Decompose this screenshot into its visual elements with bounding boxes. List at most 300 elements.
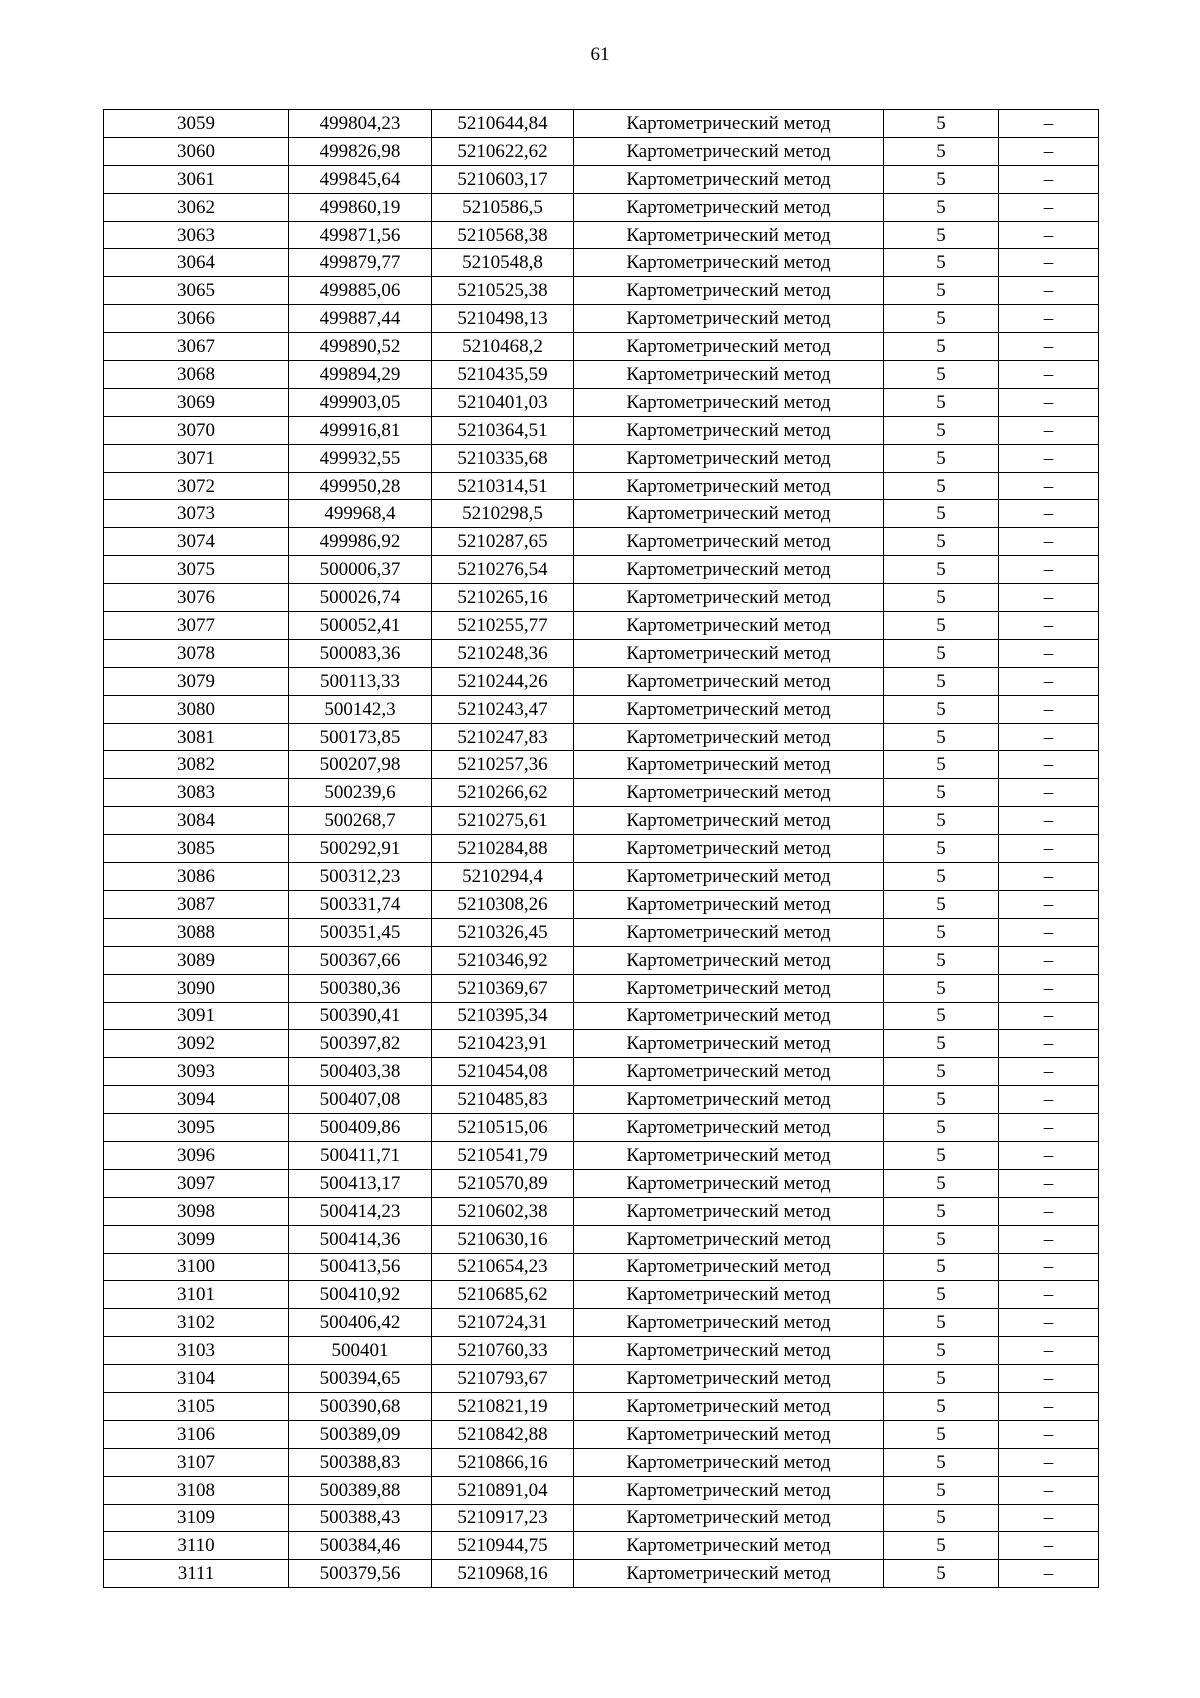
- point-number-cell: 3066: [104, 305, 289, 333]
- table-row: [104, 528, 1099, 556]
- x-coordinate-cell: 499879,77: [289, 249, 432, 277]
- x-coordinate-cell: 500113,33: [289, 667, 432, 695]
- point-number-cell: 3106: [104, 1420, 289, 1448]
- table-row: [104, 584, 1099, 612]
- accuracy-cell: 5: [884, 723, 999, 751]
- accuracy-cell: 5: [884, 807, 999, 835]
- table-row: [104, 1058, 1099, 1086]
- accuracy-cell: 5: [884, 444, 999, 472]
- table-row: [104, 890, 1099, 918]
- accuracy-cell: 5: [884, 416, 999, 444]
- note-cell: –: [999, 305, 1099, 333]
- method-cell: Картометрический метод: [574, 1225, 884, 1253]
- point-number-cell: 3097: [104, 1169, 289, 1197]
- point-number-cell: 3081: [104, 723, 289, 751]
- table-row: [104, 388, 1099, 416]
- y-coordinate-cell: 5210294,4: [432, 863, 574, 891]
- table-row: [104, 277, 1099, 305]
- x-coordinate-cell: 500207,98: [289, 751, 432, 779]
- x-coordinate-cell: 499885,06: [289, 277, 432, 305]
- y-coordinate-cell: 5210265,16: [432, 584, 574, 612]
- y-coordinate-cell: 5210760,33: [432, 1337, 574, 1365]
- method-cell: Картометрический метод: [574, 1392, 884, 1420]
- note-cell: –: [999, 333, 1099, 361]
- y-coordinate-cell: 5210548,8: [432, 249, 574, 277]
- note-cell: –: [999, 779, 1099, 807]
- point-number-cell: 3065: [104, 277, 289, 305]
- x-coordinate-cell: 500407,08: [289, 1086, 432, 1114]
- x-coordinate-cell: 500384,46: [289, 1532, 432, 1560]
- y-coordinate-cell: 5210314,51: [432, 472, 574, 500]
- note-cell: –: [999, 416, 1099, 444]
- method-cell: Картометрический метод: [574, 1560, 884, 1588]
- x-coordinate-cell: 500388,83: [289, 1448, 432, 1476]
- table-row: [104, 1337, 1099, 1365]
- point-number-cell: 3095: [104, 1114, 289, 1142]
- method-cell: Картометрический метод: [574, 165, 884, 193]
- accuracy-cell: 5: [884, 1337, 999, 1365]
- note-cell: –: [999, 277, 1099, 305]
- y-coordinate-cell: 5210247,83: [432, 723, 574, 751]
- accuracy-cell: 5: [884, 1281, 999, 1309]
- table-row: [104, 500, 1099, 528]
- method-cell: Картометрический метод: [574, 277, 884, 305]
- accuracy-cell: 5: [884, 667, 999, 695]
- table-row: [104, 416, 1099, 444]
- note-cell: –: [999, 695, 1099, 723]
- x-coordinate-cell: 500351,45: [289, 918, 432, 946]
- note-cell: –: [999, 193, 1099, 221]
- point-number-cell: 3079: [104, 667, 289, 695]
- note-cell: –: [999, 1337, 1099, 1365]
- method-cell: Картометрический метод: [574, 1169, 884, 1197]
- note-cell: –: [999, 639, 1099, 667]
- table-row: [104, 695, 1099, 723]
- table-row: [104, 612, 1099, 640]
- y-coordinate-cell: 5210644,84: [432, 110, 574, 138]
- accuracy-cell: 5: [884, 1420, 999, 1448]
- point-number-cell: 3085: [104, 835, 289, 863]
- method-cell: Картометрический метод: [574, 1476, 884, 1504]
- note-cell: –: [999, 863, 1099, 891]
- x-coordinate-cell: 500409,86: [289, 1114, 432, 1142]
- note-cell: –: [999, 1532, 1099, 1560]
- y-coordinate-cell: 5210308,26: [432, 890, 574, 918]
- x-coordinate-cell: 500410,92: [289, 1281, 432, 1309]
- method-cell: Картометрический метод: [574, 1058, 884, 1086]
- x-coordinate-cell: 500414,23: [289, 1197, 432, 1225]
- note-cell: –: [999, 584, 1099, 612]
- x-coordinate-cell: 500389,88: [289, 1476, 432, 1504]
- table-row: [104, 1114, 1099, 1142]
- table-row: [104, 863, 1099, 891]
- y-coordinate-cell: 5210401,03: [432, 388, 574, 416]
- point-number-cell: 3061: [104, 165, 289, 193]
- x-coordinate-cell: 500379,56: [289, 1560, 432, 1588]
- method-cell: Картометрический метод: [574, 1365, 884, 1393]
- y-coordinate-cell: 5210276,54: [432, 556, 574, 584]
- method-cell: Картометрический метод: [574, 528, 884, 556]
- note-cell: –: [999, 890, 1099, 918]
- table-row: [104, 472, 1099, 500]
- y-coordinate-cell: 5210275,61: [432, 807, 574, 835]
- x-coordinate-cell: 500142,3: [289, 695, 432, 723]
- y-coordinate-cell: 5210454,08: [432, 1058, 574, 1086]
- method-cell: Картометрический метод: [574, 110, 884, 138]
- table-row: [104, 1476, 1099, 1504]
- accuracy-cell: 5: [884, 1002, 999, 1030]
- y-coordinate-cell: 5210630,16: [432, 1225, 574, 1253]
- point-number-cell: 3107: [104, 1448, 289, 1476]
- note-cell: –: [999, 221, 1099, 249]
- note-cell: –: [999, 835, 1099, 863]
- table-row: [104, 723, 1099, 751]
- x-coordinate-cell: 499950,28: [289, 472, 432, 500]
- method-cell: Картометрический метод: [574, 918, 884, 946]
- accuracy-cell: 5: [884, 695, 999, 723]
- note-cell: –: [999, 444, 1099, 472]
- accuracy-cell: 5: [884, 612, 999, 640]
- note-cell: –: [999, 1392, 1099, 1420]
- x-coordinate-cell: 500388,43: [289, 1504, 432, 1532]
- point-number-cell: 3080: [104, 695, 289, 723]
- note-cell: –: [999, 388, 1099, 416]
- x-coordinate-cell: 500380,36: [289, 974, 432, 1002]
- note-cell: –: [999, 974, 1099, 1002]
- table-row: [104, 110, 1099, 138]
- y-coordinate-cell: 5210622,62: [432, 137, 574, 165]
- table-row: [104, 1169, 1099, 1197]
- table-row: [104, 751, 1099, 779]
- x-coordinate-cell: 499903,05: [289, 388, 432, 416]
- method-cell: Картометрический метод: [574, 695, 884, 723]
- y-coordinate-cell: 5210335,68: [432, 444, 574, 472]
- x-coordinate-cell: 500401: [289, 1337, 432, 1365]
- point-number-cell: 3110: [104, 1532, 289, 1560]
- accuracy-cell: 5: [884, 500, 999, 528]
- y-coordinate-cell: 5210364,51: [432, 416, 574, 444]
- point-number-cell: 3103: [104, 1337, 289, 1365]
- accuracy-cell: 5: [884, 1253, 999, 1281]
- method-cell: Картометрический метод: [574, 1002, 884, 1030]
- accuracy-cell: 5: [884, 249, 999, 277]
- accuracy-cell: 5: [884, 946, 999, 974]
- point-number-cell: 3062: [104, 193, 289, 221]
- point-number-cell: 3083: [104, 779, 289, 807]
- note-cell: –: [999, 1058, 1099, 1086]
- note-cell: –: [999, 1030, 1099, 1058]
- method-cell: Картометрический метод: [574, 137, 884, 165]
- x-coordinate-cell: 500367,66: [289, 946, 432, 974]
- method-cell: Картометрический метод: [574, 333, 884, 361]
- accuracy-cell: 5: [884, 863, 999, 891]
- note-cell: –: [999, 1002, 1099, 1030]
- x-coordinate-cell: 500403,38: [289, 1058, 432, 1086]
- y-coordinate-cell: 5210255,77: [432, 612, 574, 640]
- table-row: [104, 193, 1099, 221]
- y-coordinate-cell: 5210257,36: [432, 751, 574, 779]
- point-number-cell: 3064: [104, 249, 289, 277]
- accuracy-cell: 5: [884, 918, 999, 946]
- accuracy-cell: 5: [884, 388, 999, 416]
- accuracy-cell: 5: [884, 1225, 999, 1253]
- method-cell: Картометрический метод: [574, 472, 884, 500]
- note-cell: –: [999, 807, 1099, 835]
- note-cell: –: [999, 1476, 1099, 1504]
- table-row: [104, 1225, 1099, 1253]
- accuracy-cell: 5: [884, 974, 999, 1002]
- note-cell: –: [999, 1114, 1099, 1142]
- table-row: [104, 1560, 1099, 1588]
- y-coordinate-cell: 5210369,67: [432, 974, 574, 1002]
- method-cell: Картометрический метод: [574, 890, 884, 918]
- y-coordinate-cell: 5210298,5: [432, 500, 574, 528]
- x-coordinate-cell: 499894,29: [289, 361, 432, 389]
- method-cell: Картометрический метод: [574, 1309, 884, 1337]
- accuracy-cell: 5: [884, 890, 999, 918]
- point-number-cell: 3101: [104, 1281, 289, 1309]
- y-coordinate-cell: 5210586,5: [432, 193, 574, 221]
- x-coordinate-cell: 500390,68: [289, 1392, 432, 1420]
- x-coordinate-cell: 500397,82: [289, 1030, 432, 1058]
- x-coordinate-cell: 500239,6: [289, 779, 432, 807]
- table-row: [104, 1002, 1099, 1030]
- x-coordinate-cell: 499871,56: [289, 221, 432, 249]
- table-row: [104, 807, 1099, 835]
- y-coordinate-cell: 5210891,04: [432, 1476, 574, 1504]
- y-coordinate-cell: 5210944,75: [432, 1532, 574, 1560]
- method-cell: Картометрический метод: [574, 835, 884, 863]
- method-cell: Картометрический метод: [574, 807, 884, 835]
- y-coordinate-cell: 5210568,38: [432, 221, 574, 249]
- y-coordinate-cell: 5210541,79: [432, 1141, 574, 1169]
- x-coordinate-cell: 500413,17: [289, 1169, 432, 1197]
- y-coordinate-cell: 5210570,89: [432, 1169, 574, 1197]
- x-coordinate-cell: 499890,52: [289, 333, 432, 361]
- method-cell: Картометрический метод: [574, 249, 884, 277]
- y-coordinate-cell: 5210821,19: [432, 1392, 574, 1420]
- table-row: [104, 1448, 1099, 1476]
- point-number-cell: 3069: [104, 388, 289, 416]
- method-cell: Картометрический метод: [574, 1141, 884, 1169]
- x-coordinate-cell: 499932,55: [289, 444, 432, 472]
- note-cell: –: [999, 500, 1099, 528]
- method-cell: Картометрический метод: [574, 1086, 884, 1114]
- method-cell: Картометрический метод: [574, 500, 884, 528]
- y-coordinate-cell: 5210842,88: [432, 1420, 574, 1448]
- point-number-cell: 3084: [104, 807, 289, 835]
- method-cell: Картометрический метод: [574, 556, 884, 584]
- y-coordinate-cell: 5210793,67: [432, 1365, 574, 1393]
- x-coordinate-cell: 500413,56: [289, 1253, 432, 1281]
- y-coordinate-cell: 5210515,06: [432, 1114, 574, 1142]
- note-cell: –: [999, 1225, 1099, 1253]
- method-cell: Картометрический метод: [574, 1532, 884, 1560]
- y-coordinate-cell: 5210248,36: [432, 639, 574, 667]
- table-row: [104, 1309, 1099, 1337]
- note-cell: –: [999, 1253, 1099, 1281]
- accuracy-cell: 5: [884, 193, 999, 221]
- table-row: [104, 1281, 1099, 1309]
- method-cell: Картометрический метод: [574, 584, 884, 612]
- x-coordinate-cell: 500173,85: [289, 723, 432, 751]
- y-coordinate-cell: 5210525,38: [432, 277, 574, 305]
- accuracy-cell: 5: [884, 277, 999, 305]
- note-cell: –: [999, 472, 1099, 500]
- y-coordinate-cell: 5210435,59: [432, 361, 574, 389]
- method-cell: Картометрический метод: [574, 361, 884, 389]
- note-cell: –: [999, 1281, 1099, 1309]
- y-coordinate-cell: 5210326,45: [432, 918, 574, 946]
- table-row: [104, 137, 1099, 165]
- x-coordinate-cell: 500331,74: [289, 890, 432, 918]
- accuracy-cell: 5: [884, 835, 999, 863]
- note-cell: –: [999, 723, 1099, 751]
- point-number-cell: 3089: [104, 946, 289, 974]
- note-cell: –: [999, 1448, 1099, 1476]
- x-coordinate-cell: 499860,19: [289, 193, 432, 221]
- note-cell: –: [999, 1365, 1099, 1393]
- note-cell: –: [999, 946, 1099, 974]
- x-coordinate-cell: 500390,41: [289, 1002, 432, 1030]
- method-cell: Картометрический метод: [574, 639, 884, 667]
- accuracy-cell: 5: [884, 1476, 999, 1504]
- y-coordinate-cell: 5210287,65: [432, 528, 574, 556]
- y-coordinate-cell: 5210244,26: [432, 667, 574, 695]
- note-cell: –: [999, 612, 1099, 640]
- point-number-cell: 3105: [104, 1392, 289, 1420]
- point-number-cell: 3059: [104, 110, 289, 138]
- table-row: [104, 361, 1099, 389]
- table-row: [104, 1030, 1099, 1058]
- point-number-cell: 3078: [104, 639, 289, 667]
- point-number-cell: 3100: [104, 1253, 289, 1281]
- note-cell: –: [999, 249, 1099, 277]
- note-cell: –: [999, 1086, 1099, 1114]
- accuracy-cell: 5: [884, 1532, 999, 1560]
- table-row: [104, 1504, 1099, 1532]
- x-coordinate-cell: 500414,36: [289, 1225, 432, 1253]
- y-coordinate-cell: 5210654,23: [432, 1253, 574, 1281]
- accuracy-cell: 5: [884, 1504, 999, 1532]
- point-number-cell: 3088: [104, 918, 289, 946]
- note-cell: –: [999, 528, 1099, 556]
- x-coordinate-cell: 500411,71: [289, 1141, 432, 1169]
- y-coordinate-cell: 5210603,17: [432, 165, 574, 193]
- method-cell: Картометрический метод: [574, 779, 884, 807]
- accuracy-cell: 5: [884, 1365, 999, 1393]
- point-number-cell: 3102: [104, 1309, 289, 1337]
- point-number-cell: 3093: [104, 1058, 289, 1086]
- note-cell: –: [999, 918, 1099, 946]
- point-number-cell: 3077: [104, 612, 289, 640]
- accuracy-cell: 5: [884, 1114, 999, 1142]
- point-number-cell: 3067: [104, 333, 289, 361]
- point-number-cell: 3082: [104, 751, 289, 779]
- x-coordinate-cell: 499968,4: [289, 500, 432, 528]
- x-coordinate-cell: 500268,7: [289, 807, 432, 835]
- point-number-cell: 3070: [104, 416, 289, 444]
- method-cell: Картометрический метод: [574, 1337, 884, 1365]
- note-cell: –: [999, 110, 1099, 138]
- point-number-cell: 3099: [104, 1225, 289, 1253]
- accuracy-cell: 5: [884, 751, 999, 779]
- accuracy-cell: 5: [884, 1448, 999, 1476]
- accuracy-cell: 5: [884, 305, 999, 333]
- x-coordinate-cell: 500389,09: [289, 1420, 432, 1448]
- x-coordinate-cell: 499916,81: [289, 416, 432, 444]
- x-coordinate-cell: 500052,41: [289, 612, 432, 640]
- y-coordinate-cell: 5210243,47: [432, 695, 574, 723]
- point-number-cell: 3086: [104, 863, 289, 891]
- accuracy-cell: 5: [884, 1309, 999, 1337]
- accuracy-cell: 5: [884, 1197, 999, 1225]
- point-number-cell: 3060: [104, 137, 289, 165]
- x-coordinate-cell: 499826,98: [289, 137, 432, 165]
- point-number-cell: 3087: [104, 890, 289, 918]
- note-cell: –: [999, 165, 1099, 193]
- y-coordinate-cell: 5210724,31: [432, 1309, 574, 1337]
- table-row: [104, 835, 1099, 863]
- method-cell: Картометрический метод: [574, 1281, 884, 1309]
- note-cell: –: [999, 1197, 1099, 1225]
- table-row: [104, 639, 1099, 667]
- point-number-cell: 3092: [104, 1030, 289, 1058]
- note-cell: –: [999, 751, 1099, 779]
- accuracy-cell: 5: [884, 361, 999, 389]
- y-coordinate-cell: 5210284,88: [432, 835, 574, 863]
- method-cell: Картометрический метод: [574, 416, 884, 444]
- method-cell: Картометрический метод: [574, 723, 884, 751]
- x-coordinate-cell: 499986,92: [289, 528, 432, 556]
- table-row: [104, 667, 1099, 695]
- accuracy-cell: 5: [884, 556, 999, 584]
- table-row: [104, 1420, 1099, 1448]
- accuracy-cell: 5: [884, 1030, 999, 1058]
- point-number-cell: 3108: [104, 1476, 289, 1504]
- method-cell: Картометрический метод: [574, 1030, 884, 1058]
- point-number-cell: 3096: [104, 1141, 289, 1169]
- y-coordinate-cell: 5210468,2: [432, 333, 574, 361]
- note-cell: –: [999, 667, 1099, 695]
- x-coordinate-cell: 500406,42: [289, 1309, 432, 1337]
- point-number-cell: 3104: [104, 1365, 289, 1393]
- table-row: [104, 918, 1099, 946]
- y-coordinate-cell: 5210602,38: [432, 1197, 574, 1225]
- method-cell: Картометрический метод: [574, 667, 884, 695]
- table-row: [104, 165, 1099, 193]
- method-cell: Картометрический метод: [574, 193, 884, 221]
- x-coordinate-cell: 500083,36: [289, 639, 432, 667]
- table-row: [104, 1253, 1099, 1281]
- accuracy-cell: 5: [884, 1141, 999, 1169]
- x-coordinate-cell: 499845,64: [289, 165, 432, 193]
- method-cell: Картометрический метод: [574, 974, 884, 1002]
- point-number-cell: 3068: [104, 361, 289, 389]
- x-coordinate-cell: 500026,74: [289, 584, 432, 612]
- accuracy-cell: 5: [884, 472, 999, 500]
- point-number-cell: 3075: [104, 556, 289, 584]
- note-cell: –: [999, 1504, 1099, 1532]
- table-row: [104, 444, 1099, 472]
- accuracy-cell: 5: [884, 639, 999, 667]
- method-cell: Картометрический метод: [574, 863, 884, 891]
- method-cell: Картометрический метод: [574, 1197, 884, 1225]
- coordinates-table: [103, 109, 1099, 1588]
- accuracy-cell: 5: [884, 165, 999, 193]
- table-row: [104, 556, 1099, 584]
- table-row: [104, 1532, 1099, 1560]
